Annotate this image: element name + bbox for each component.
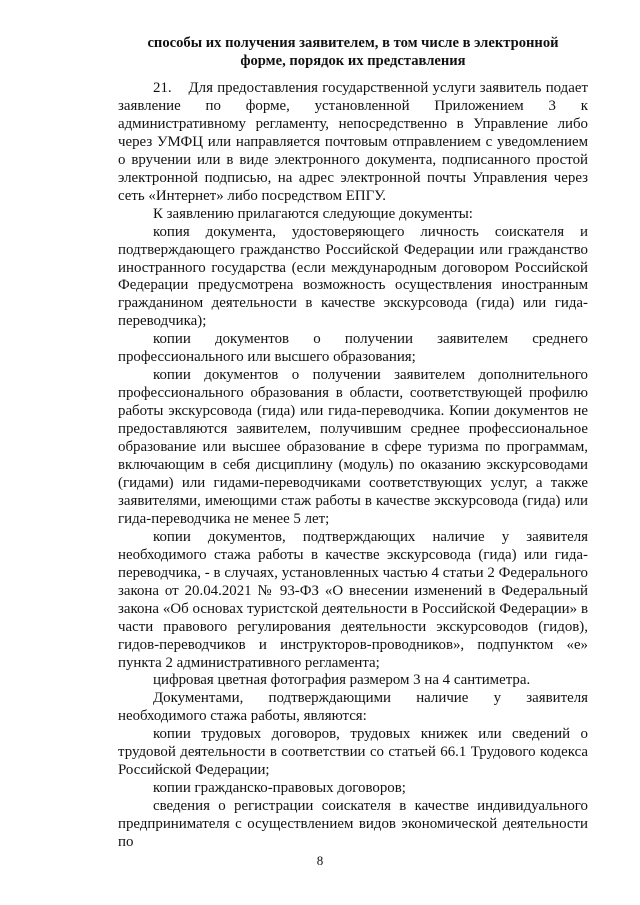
page-number: 8 <box>316 853 324 868</box>
paragraph-21: 21. Для предоставления государственной услуги заявитель подает заявление по форме, установленной Приложением 3 к административному регламенту, непосредственно в Управление либо через УМФЦ или направляется почтовым отправлением с уведомлением о вручении или в виде электронного документа, подписанного простой электронной подписью, на адрес электронной почты Управления через сеть «Интернет» либо посредством ЕПГУ. <box>118 80 588 204</box>
section-heading <box>118 34 588 70</box>
paragraph-identity-document: копия документа, удостоверяющего личность соискателя и подтверждающего гражданство Российской Федерации или гражданство иностранного государства (если международным договором Российской Федерации предусмотрена возможность осуществления иностранным гражданином деятельности в качестве экскурсовода (гида) или гида-переводчика); <box>118 223 588 330</box>
paragraph-civil-contracts: копии гражданско-правовых договоров; <box>153 780 406 797</box>
heading-line-2: форме, порядок их представления <box>240 53 466 69</box>
paragraph-experience-documents-intro: Документами, подтверждающими наличие у заявителя необходимого стажа работы, являются: <box>118 690 588 725</box>
paragraph-photo: цифровая цветная фотография размером 3 на 4 сантиметра. <box>153 672 531 689</box>
paragraph-education-documents: копии документов о получении заявителем среднего профессионального или высшего образования; <box>118 331 588 366</box>
paragraph-labor-contracts: копии трудовых договоров, трудовых книжек или сведений о трудовой деятельности в соответствии со статьей 66.1 Трудового кодекса Российской Федерации; <box>118 726 588 779</box>
paragraph-attachments-intro: К заявлению прилагаются следующие документы: <box>153 205 473 222</box>
heading-line-1: способы их получения заявителем, в том числе в электронной <box>147 35 559 51</box>
body-text <box>118 80 588 852</box>
paragraph-work-experience: копии документов, подтверждающих наличие у заявителя необходимого стажа работы в качестве экскурсовода (гида) или гида-переводчика, - в случаях, установленных частью 4 статьи 2 Федерального закона от 20.04.2021 № 93-ФЗ «О внесении изменений в Федеральный закона «Об основах туристской деятельности в Российской Федерации» в части правового регулирования деятельности экскурсоводов (гидов), гидов-переводчиков и инструкторов-проводников», подпунктом «е» пункта 2 административного регламента; <box>118 528 588 671</box>
paragraph-entrepreneur-registration: сведения о регистрации соискателя в качестве индивидуального предпринимателя с осуществлением видов экономической деятельности по <box>118 798 588 851</box>
paragraph-additional-education: копии документов о получении заявителем дополнительного профессионального образования в области, соответствующей профилю работы экскурсовода (гида) или гида-переводчика. Копии документов не предоставляются заявителем, получившим среднее профессиональное образование или высшее образование в сфере туризма по программам, включающим в себя дисциплину (модуль) по оказанию экскурсоводами (гидами) или гидами-переводчиками соответствующих услуг, а также заявителями, имеющими стаж работы в качестве экскурсовода (гида) или гида-переводчика не менее 5 лет; <box>118 367 588 527</box>
